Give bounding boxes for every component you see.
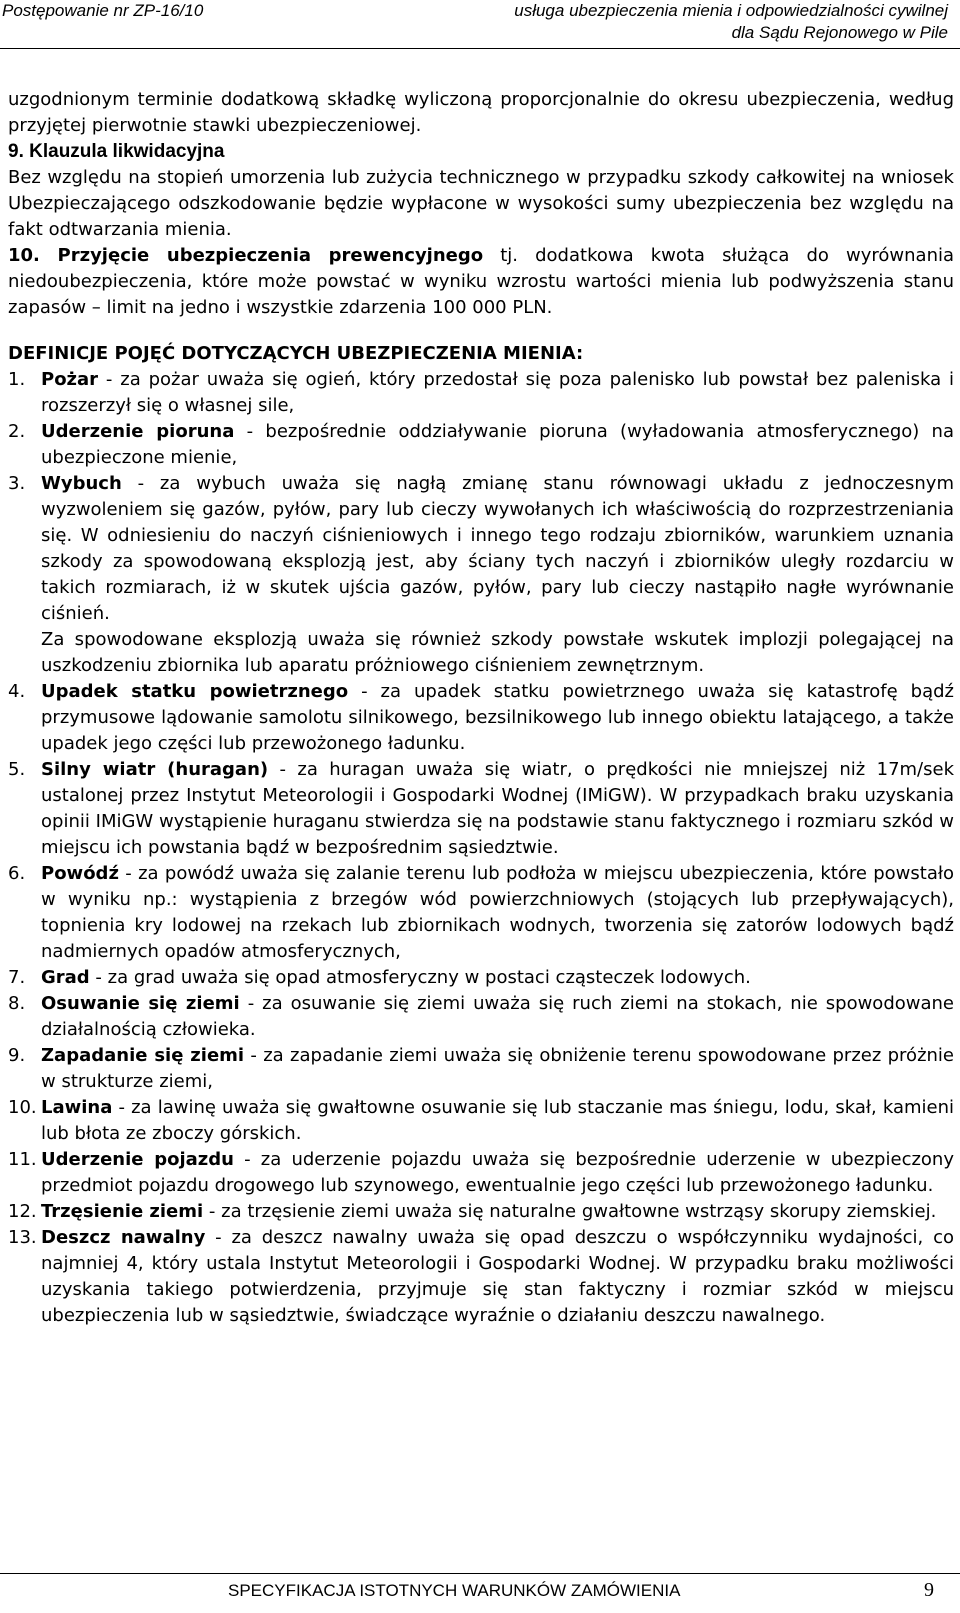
definition-item	[8, 419, 954, 471]
definition-item	[8, 991, 954, 1043]
continuation-paragraph: uzgodnionym terminie dodatkową składkę wyliczoną proporcjonalnie do okresu ubezpieczenia, według przyjętej pierwotnie stawki ubezpieczeniowej.	[8, 89, 954, 136]
definition-term: Osuwanie się ziemi	[41, 993, 240, 1014]
section-9-title: 9. Klauzula likwidacyjna	[8, 141, 225, 162]
definition-number: 8.	[8, 993, 26, 1014]
definition-text: - za grad uważa się opad atmosferyczny w postaci cząsteczek lodowych.	[89, 967, 751, 988]
definition-text: - za uderzenie pojazdu uważa się bezpośrednie uderzenie w ubezpieczony przedmiot pojazdu drogowego lub szynowego, ewentualnie jego części lub przewożonego ładunku.	[41, 1149, 954, 1196]
definition-term: Upadek statku powietrznego	[41, 681, 349, 702]
definition-term: Pożar	[41, 369, 99, 390]
definition-text: - za zapadanie ziemi uważa się obniżenie terenu spowodowane przez próżnie w strukturze ziemi,	[41, 1045, 954, 1092]
definition-number: 6.	[8, 863, 26, 884]
header-case-number: Postępowanie nr ZP-16/10	[2, 1, 204, 20]
definition-term: Deszcz nawalny	[41, 1227, 206, 1248]
definition-term: Trzęsienie ziemi	[41, 1201, 204, 1222]
definition-term: Wybuch	[41, 473, 122, 494]
definition-text: - za pożar uważa się ogień, który przedostał się poza palenisko lub powstał bez paleniska i rozszerzył się o własnej sile,	[41, 369, 954, 416]
definition-item	[8, 1199, 954, 1225]
footer-title: SPECYFIKACJA ISTOTNYCH WARUNKÓW ZAMÓWIENIA	[228, 1581, 681, 1600]
definition-number: 13.	[8, 1227, 37, 1248]
definition-text: - za upadek statku powietrznego uważa się katastrofę bądź przymusowe lądowanie samolotu silnikowego, bezsilnikowego lub innego obiektu latającego, a także upadek jego części lub przewożonego ładunku.	[41, 681, 954, 754]
page-footer	[0, 1573, 960, 1613]
definition-item	[8, 1147, 954, 1199]
definition-number: 2.	[8, 421, 26, 442]
definition-item	[8, 1095, 954, 1147]
section-9-text: Bez względu na stopień umorzenia lub zużycia technicznego w przypadku szkody całkowitej na wniosek Ubezpieczającego odszkodowanie będzie wypłacone w wysokości sumy ubezpieczenia bez względu na fakt odtwarzania mienia.	[8, 167, 954, 240]
definition-text: - bezpośrednie oddziaływanie pioruna (wyładowania atmosferycznego) na ubezpieczone mienie,	[41, 421, 954, 468]
section-10-title: 10. Przyjęcie ubezpieczenia prewencyjnego	[8, 245, 484, 266]
definition-item	[8, 861, 954, 965]
header-description	[514, 0, 948, 44]
definition-text: - za deszcz nawalny uważa się opad deszczu o współczynniku wydajności, co najmniej 4, który ustala Instytut Meteorologii i Gospodarki Wodnej. W przypadku braku możliwości uzyskania takiego potwierdzenia, przyjmuje się stan faktyczny i rozmiar szkód w miejscu ubezpieczenia lub w sąsiedztwie, świadczące wyraźnie o działaniu deszczu nawalnego.	[41, 1227, 954, 1326]
definition-text: - za wybuch uważa się nagłą zmianę stanu równowagi układu z jednoczesnym wyzwoleniem się gazów, pyłów, pary lub cieczy wywołanych ich właściwością do rozprzestrzeniania się. W odniesieniu do naczyń ciśnieniowych i innego tego rodzaju zbiorników, warunkiem uznania szkody za spowodowaną eksplozją jest, aby ściany tych naczyń i zbiorników uległy rozdarciu w takich rozmiarach, iż w skutek ujścia gazów, pyłów, pary lub cieczy nastąpiło nagłe wyrównanie ciśnień.	[41, 473, 954, 624]
definition-number: 1.	[8, 369, 26, 390]
definition-text: - za lawinę uważa się gwałtowne osuwanie się lub staczanie mas śniegu, lodu, skał, kamieni lub błota ze zboczy górskich.	[41, 1097, 954, 1144]
definition-number: 5.	[8, 759, 26, 780]
section-10-paragraph	[8, 243, 954, 321]
definitions-list	[8, 367, 954, 1329]
spacer	[8, 321, 954, 341]
definition-number: 4.	[8, 681, 26, 702]
definition-item	[8, 965, 954, 991]
definition-number: 12.	[8, 1201, 37, 1222]
definition-number: 9.	[8, 1045, 26, 1066]
footer-rule	[0, 1573, 960, 1574]
definitions-heading: DEFINICJE POJĘĆ DOTYCZĄCYCH UBEZPIECZENIA MIENIA:	[8, 343, 584, 364]
page-number: 9	[924, 1579, 934, 1601]
definition-term: Zapadanie się ziemi	[41, 1045, 245, 1066]
definition-term: Lawina	[41, 1097, 113, 1118]
definition-item	[8, 1225, 954, 1329]
definition-item	[8, 679, 954, 757]
definition-text: - za osuwanie się ziemi uważa się ruch ziemi na stokach, nie spowodowane działalnością człowieka.	[41, 993, 954, 1040]
definition-item	[8, 367, 954, 419]
definition-term: Silny wiatr (huragan)	[41, 759, 269, 780]
header-description-line2: dla Sądu Rejonowego w Pile	[731, 23, 948, 42]
definition-item	[8, 757, 954, 861]
header-description-line1: usługa ubezpieczenia mienia i odpowiedzialności cywilnej	[514, 1, 948, 20]
definition-term: Uderzenie pioruna	[41, 421, 235, 442]
definition-text: - za powódź uważa się zalanie terenu lub podłoża w miejscu ubezpieczenia, które powstało w wyniku np.: wystąpienia z brzegów wód powierzchniowych (stojących lub przepływających), topnienia kry lodowej na rzekach lub zbiornikach wodnych, tworzenia się zatorów lodowych bądź nadmiernych opadów atmosferycznych,	[41, 863, 954, 962]
definition-term: Powódź	[41, 863, 119, 884]
section-10-text: tj. dodatkowa kwota służąca do wyrównania niedoubezpieczenia, które może powstać w wyniku wzrostu wartości mienia lub podwyższenia stanu zapasów – limit na jedno i wszystkie zdarzenia 100 000 PLN.	[8, 245, 955, 318]
page-header	[0, 0, 960, 66]
header-rule	[0, 48, 960, 49]
definition-item	[8, 471, 954, 679]
definition-number: 11.	[8, 1149, 37, 1170]
definition-extra-paragraph: Za spowodowane eksplozją uważa się również szkody powstałe wskutek implozji polegającej na uszkodzeniu zbiornika lub aparatu próżniowego ciśnieniem zewnętrznym.	[41, 629, 954, 676]
definition-text: - za trzęsienie ziemi uważa się naturalne gwałtowne wstrząsy skorupy ziemskiej.	[203, 1201, 937, 1222]
definition-item	[8, 1043, 954, 1095]
definition-term: Grad	[41, 967, 90, 988]
definition-term: Uderzenie pojazdu	[41, 1149, 234, 1170]
definition-number: 3.	[8, 473, 26, 494]
definition-text: - za huragan uważa się wiatr, o prędkości nie mniejszej niż 17m/sek ustalonej przez Instytut Meteorologii i Gospodarki Wodnej (IMiGW). W przypadkach braku uzyskania opinii IMiGW wystąpienie huraganu stwierdza się na podstawie stanu faktycznego i rozmiaru szkód w miejscu ich powstania bądź w bezpośrednim sąsiedztwie.	[41, 759, 954, 858]
definition-number: 7.	[8, 967, 26, 988]
document-body	[8, 87, 954, 1329]
definition-number: 10.	[8, 1097, 37, 1118]
